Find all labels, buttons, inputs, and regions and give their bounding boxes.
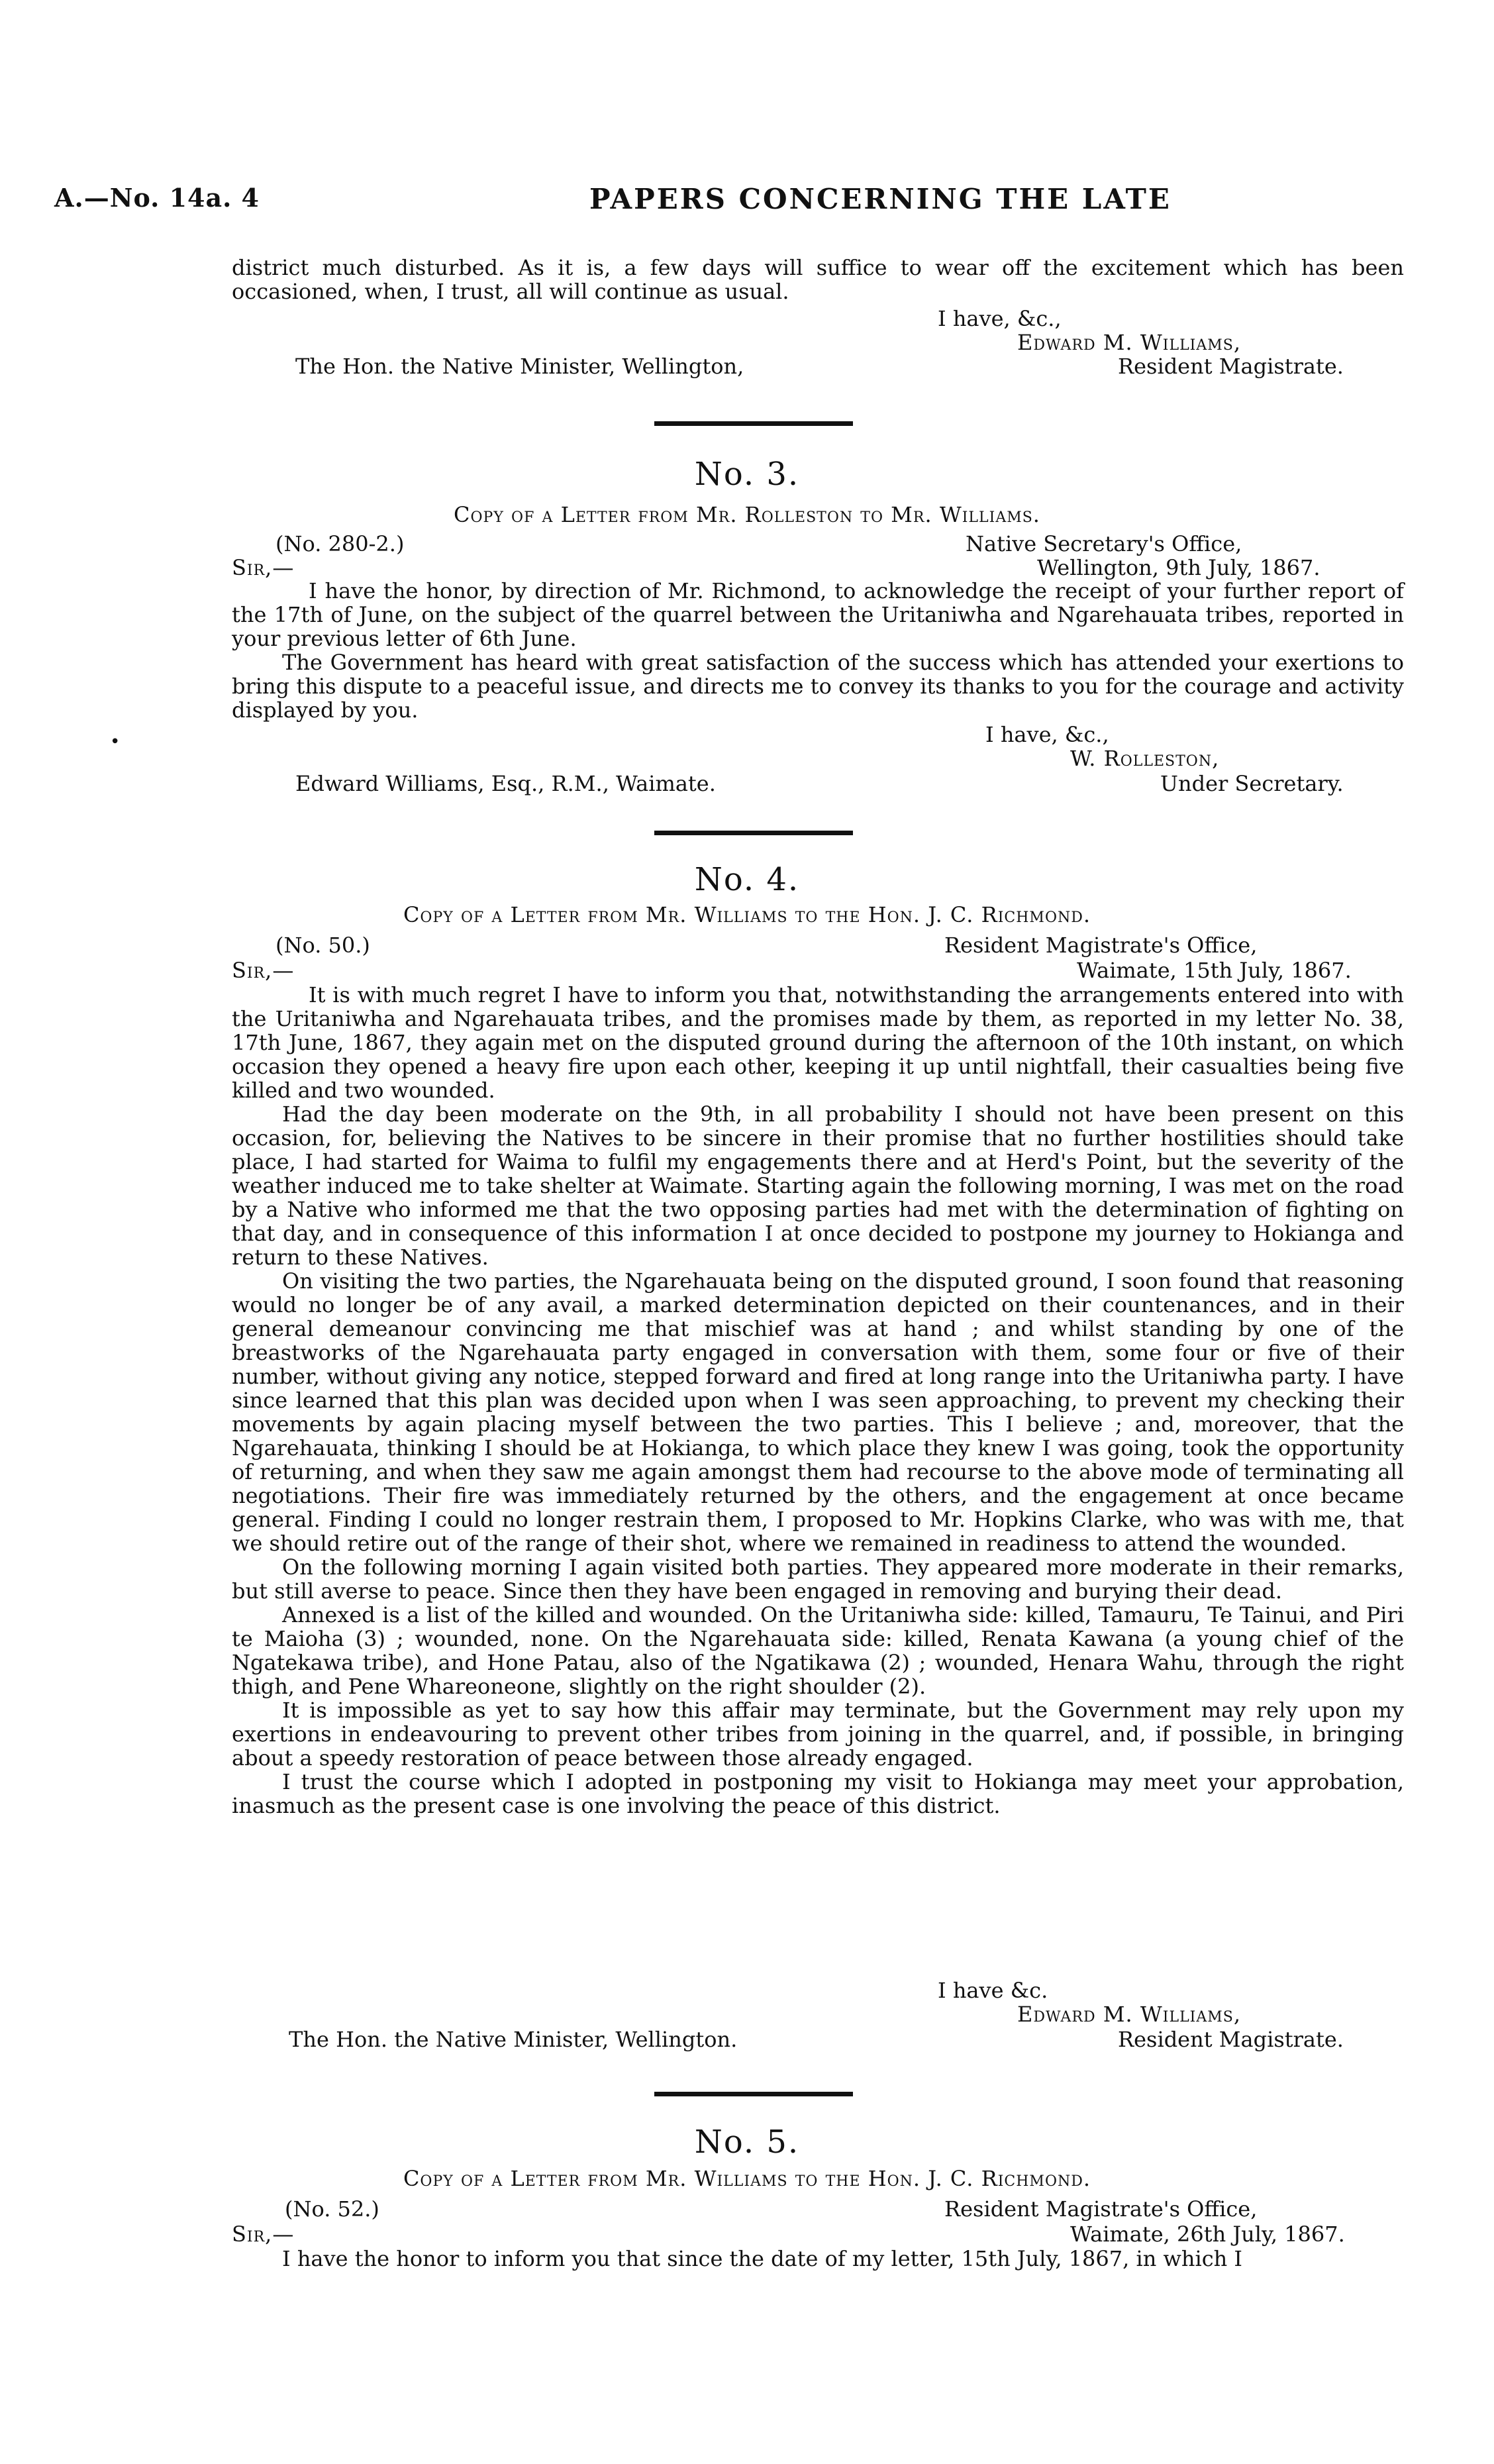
letter-heading: Copy of a Letter from Mr. Rolleston to Mr. Williams. — [454, 502, 1040, 527]
letter-signer: Edward M. Williams, — [1017, 2002, 1242, 2027]
letter-paragraph: I have the honor to inform you that since the date of my letter, 15th July, 1867, in which I — [282, 2246, 1243, 2271]
intro-addressee: The Hon. the Native Minister, Wellington, — [295, 354, 744, 379]
section-divider — [654, 2092, 853, 2096]
letter-body — [232, 2247, 1404, 2271]
letter-closing: I have &c. — [938, 1978, 1048, 2003]
intro-paragraph-block — [232, 256, 1404, 303]
letter-body — [232, 983, 1404, 1818]
letter-signer-title: Under Secretary. — [1160, 771, 1344, 796]
letter-number: No. 3. — [694, 456, 800, 493]
section-divider — [654, 831, 853, 835]
section-divider — [654, 421, 853, 426]
intro-signer: Edward M. Williams, — [1017, 330, 1242, 355]
letter-office: Resident Magistrate's Office, — [944, 2196, 1258, 2222]
letter-paragraph: Annexed is a list of the killed and wounded. On the Uritaniwha side: killed, Tamauru, Te Tainui, and Piri te Maioha (3) ; wounded, none. On the Ngarehauata side: killed, Renata Kawana (a young chief of the Ngatekawa tribe), and Hone Patau, also of the Ngatikawa (2) ; wounded, Henara Wahu, through the right thigh, and Pene Whareoneone, slightly on the right shoulder (2). — [232, 1602, 1404, 1699]
letter-place-date: Waimate, 15th July, 1867. — [1077, 958, 1352, 983]
letter-addressee: The Hon. the Native Minister, Wellington. — [289, 2027, 738, 2052]
letter-paragraph: I have the honor, by direction of Mr. Richmond, to acknowledge the receipt of your further report of the 17th of June, on the subject of the quarrel between the Uritaniwha and Ngarehauata tribes, reported in your previous letter of 6th June. — [232, 578, 1404, 651]
intro-closing: I have, &c., — [938, 306, 1062, 331]
letter-paragraph: It is impossible as yet to say how this affair may terminate, but the Government may rely upon my exertions in endeavouring to prevent other tribes from joining in the quarrel, and, if possible, in bringing about a speedy restoration of peace between those already engaged. — [232, 1698, 1404, 1771]
letter-paragraph: I trust the course which I adopted in postponing my visit to Hokianga may meet your approbation, inasmuch as the present case is one involving the peace of this district. — [232, 1769, 1404, 1818]
intro-signer-title: Resident Magistrate. — [1118, 354, 1344, 379]
letter-salutation: Sir,— — [232, 958, 295, 983]
letter-signer-title: Resident Magistrate. — [1118, 2027, 1344, 2052]
letter-salutation: Sir,— — [232, 2222, 295, 2247]
letter-reference: (No. 280-2.) — [275, 531, 405, 556]
letter-closing: I have, &c., — [985, 722, 1109, 747]
letter-body — [232, 579, 1404, 722]
letter-place-date: Waimate, 26th July, 1867. — [1070, 2222, 1345, 2247]
letter-reference: (No. 52.) — [285, 2196, 379, 2222]
letter-paragraph: It is with much regret I have to inform you that, notwithstanding the arrangements entered into with the Uritaniwha and Ngarehauata tribes, and the promises made by them, as reported in my letter No. 38, 17th June, 1867, they again met on the disputed ground during the afternoon of the 10th instant, on which occasion they opened a heavy fire upon each other, keeping it up until nightfall, their casualties being five killed and two wounded. — [232, 982, 1404, 1103]
letter-reference: (No. 50.) — [275, 933, 370, 958]
letter-heading: Copy of a Letter from Mr. Williams to the Hon. J. C. Richmond. — [403, 902, 1091, 927]
letter-heading: Copy of a Letter from Mr. Williams to the Hon. J. C. Richmond. — [403, 2166, 1091, 2191]
letter-paragraph: On visiting the two parties, the Ngarehauata being on the disputed ground, I soon found that reasoning would no longer be of any avail, a marked determination depicted on their countenances, and in their general demeanour convincing me that mischief was at hand ; and whilst standing by one of the breastworks of the Ngarehauata party engaged in conversation with them, some four or five of their number, without giving any notice, stepped forward and fired at long range into the Uritaniwha party. I have since learned that this plan was decided upon when I was seen approaching, to prevent my checking their movements by again placing myself between the two parties. This I believe ; and, moreover, that the Ngarehauata, thinking I should be at Hokianga, to which place they knew I was going, took the opportunity of returning, and when they saw me again amongst them had recourse to the above mode of terminating all negotiations. Their fire was immediately returned by the others, and the engagement at once became general. Finding I could no longer restrain them, I proposed to Mr. Hopkins Clarke, who was with me, that we should retire out of the range of their shot, where we remained in readiness to attend the wounded. — [232, 1268, 1404, 1556]
page-title: PAPERS CONCERNING THE LATE — [589, 183, 1171, 215]
letter-number: No. 4. — [694, 861, 800, 898]
page-reference: A.—No. 14a. 4 — [54, 183, 260, 213]
letter-office: Native Secretary's Office, — [966, 531, 1242, 556]
letter-paragraph: The Government has heard with great satisfaction of the success which has attended your exertions to bring this dispute to a peaceful issue, and directs me to convey its thanks to you for the courage and activity displayed by you. — [232, 650, 1404, 723]
running-header — [54, 183, 1445, 223]
letter-paragraph: Had the day been moderate on the 9th, in all probability I should not have been present on this occasion, for, believing the Natives to be sincere in their promise that no further hostilities should take place, I had started for Waima to fulfil my engagements there and at Herd's Point, but the severity of the weather induced me to take shelter at Waimate. Starting again the following morning, I was met on the road by a Native who informed me that the two opposing parties had met with the determination of fighting on that day, and in consequence of this information I at once decided to postpone my journey to Hokianga and return to these Natives. — [232, 1102, 1404, 1270]
intro-paragraph: district much disturbed. As it is, a few days will suffice to wear off the excitement which has been occasioned, when, I trust, all will continue as usual. — [232, 255, 1404, 304]
margin-mark: • — [110, 732, 121, 752]
letter-addressee: Edward Williams, Esq., R.M., Waimate. — [295, 771, 716, 796]
letter-salutation: Sir,— — [232, 555, 295, 580]
letter-office: Resident Magistrate's Office, — [944, 933, 1258, 958]
letter-number: No. 5. — [694, 2124, 800, 2161]
letter-signer: W. Rolleston, — [1070, 746, 1220, 771]
letter-place-date: Wellington, 9th July, 1867. — [1037, 555, 1320, 580]
letter-paragraph: On the following morning I again visited both parties. They appeared more moderate in their remarks, but still averse to peace. Since then they have been engaged in removing and burying their dead. — [232, 1555, 1404, 1604]
